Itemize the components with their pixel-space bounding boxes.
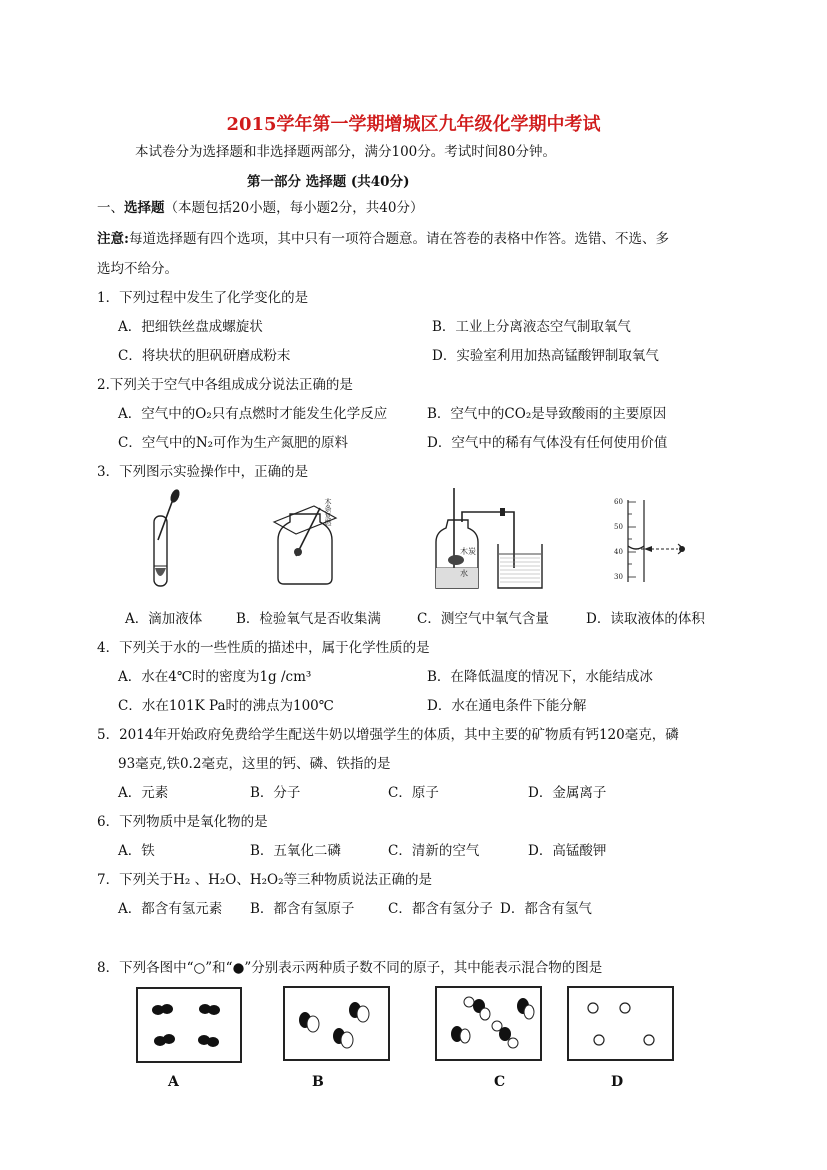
q3-figure-c-label-carbon: 木炭 — [460, 547, 476, 556]
section-desc: （本题包括20小题，每小题2分，共40分） — [164, 200, 424, 216]
q1-option-a: A．把细铁丝盘成螺旋状 — [118, 319, 263, 335]
q7-option-b: B．都含有氢原子 — [250, 901, 355, 917]
q3-option-d: D．读取液体的体积 — [586, 611, 705, 627]
q8-stem: 8．下列各图中“○”和“●”分别表示两种质子数不同的原子，其中能表示混合物的图是 — [97, 960, 603, 976]
q6-option-b: B．五氧化二磷 — [250, 843, 341, 859]
note-line-1 — [97, 229, 669, 249]
q8-box-b — [283, 986, 390, 1061]
section-name: 选择题 — [124, 200, 165, 216]
q2-option-a: A．空气中的O₂只有点燃时才能发生化学反应 — [118, 406, 388, 422]
q4-option-b: B．在降低温度的情况下，水能结成冰 — [427, 669, 653, 685]
q3-option-c: C．测空气中氧气含量 — [417, 611, 549, 627]
exam-title: 2015学年第一学期增城区九年级化学期中考试 — [226, 114, 601, 135]
q4-stem: 4．下列关于水的一些性质的描述中，属于化学性质的是 — [97, 640, 430, 656]
q6-option-d: D．高锰酸钾 — [528, 843, 607, 859]
q3-figure-b-label: 木条复燃 — [324, 498, 332, 526]
q8-box-c — [435, 986, 542, 1061]
q6-stem: 6．下列物质中是氧化物的是 — [97, 814, 268, 830]
q8-label-d: D — [611, 1074, 624, 1090]
q6-option-c: C．清新的空气 — [388, 843, 480, 859]
q4-option-a: A．水在4℃时的密度为1g /cm³ — [118, 669, 312, 685]
q7-option-a: A．都含有氢元素 — [118, 901, 223, 917]
q1-option-b: B．工业上分离液态空气制取氧气 — [432, 319, 631, 335]
note-line-2: 选均不给分。 — [97, 261, 178, 277]
q5-option-d: D．金属离子 — [528, 785, 607, 801]
q3-option-a: A．滴加液体 — [125, 611, 203, 627]
q8-label-a: A — [168, 1074, 179, 1090]
note-text: 每道选择题有四个选项，其中只有一项符合题意。请在答卷的表格中作答。选错、不选、多 — [128, 231, 669, 247]
q2-option-b: B．空气中的CO₂是导致酸雨的主要原因 — [427, 406, 667, 422]
q3-figure-d-tick-50: 50 — [614, 523, 623, 531]
q1-stem: 1．下列过程中发生了化学变化的是 — [97, 290, 309, 306]
q7-stem: 7．下列关于H₂ 、H₂O、H₂O₂等三种物质说法正确的是 — [97, 872, 432, 888]
q3-figure-c-label-water: 水 — [460, 569, 468, 578]
q3-option-b: B．检验氧气是否收集满 — [236, 611, 381, 627]
q4-option-d: D．水在通电条件下能分解 — [427, 698, 587, 714]
part-heading: 第一部分 选择题 (共40分) — [247, 174, 410, 190]
intro-text: 本试卷分为选择题和非选择题两部分，满分100分。考试时间80分钟。 — [135, 144, 556, 160]
q5-option-a: A．元素 — [118, 785, 169, 801]
q3-figure-d-tick-40: 40 — [614, 548, 623, 556]
q8-label-c: C — [494, 1074, 506, 1090]
q1-option-d: D．实验室利用加热高锰酸钾制取氧气 — [432, 348, 659, 364]
section-number: 一、 — [97, 200, 124, 216]
q8-box-d — [567, 986, 674, 1061]
q2-option-c: C．空气中的N₂可作为生产氮肥的原料 — [118, 435, 349, 451]
q4-option-c: C．水在101K Pa时的沸点为100℃ — [118, 698, 334, 714]
q3-figure-d — [600, 494, 700, 589]
q1-option-c: C．将块状的胆矾研磨成粉末 — [118, 348, 291, 364]
q7-option-c: C．都含有氢分子 — [388, 901, 493, 917]
q2-stem: 2.下列关于空气中各组成成分说法正确的是 — [97, 377, 353, 393]
q5-option-b: B．分子 — [250, 785, 301, 801]
q6-option-a: A．铁 — [118, 843, 155, 859]
q5-option-c: C．原子 — [388, 785, 439, 801]
q3-figure-b — [270, 494, 350, 589]
note-label: 注意: — [97, 231, 129, 247]
q3-figure-a — [140, 488, 200, 593]
q7-option-d: D．都含有氢气 — [500, 901, 592, 917]
q8-label-b: B — [312, 1074, 324, 1090]
q3-figure-c — [430, 488, 550, 598]
q3-figure-d-tick-60: 60 — [614, 498, 623, 506]
q8-box-a — [136, 987, 242, 1063]
section-heading — [97, 198, 423, 218]
q5-stem-line-1: 5．2014年开始政府免费给学生配送牛奶以增强学生的体质，其中主要的矿物质有钙120毫克，磷 — [97, 727, 679, 743]
q5-stem-line-2: 93毫克,铁0.2毫克，这里的钙、磷、铁指的是 — [118, 756, 391, 772]
q3-figure-d-tick-30: 30 — [614, 573, 623, 581]
q2-option-d: D．空气中的稀有气体没有任何使用价值 — [427, 435, 668, 451]
q3-stem: 3．下列图示实验操作中，正确的是 — [97, 464, 309, 480]
